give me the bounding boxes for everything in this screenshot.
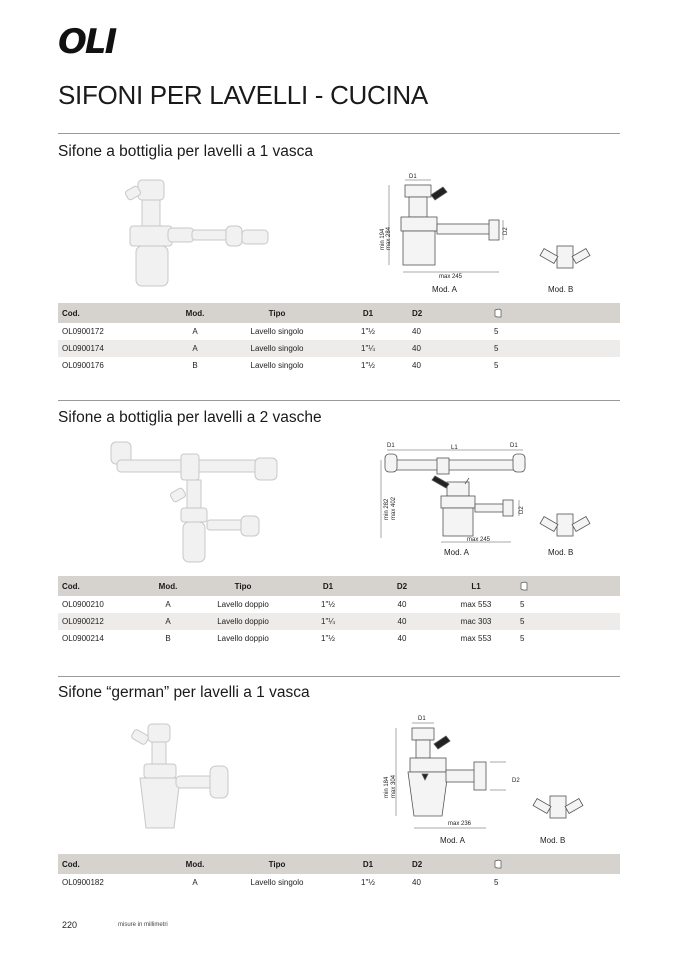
col-cod: Cod. bbox=[62, 581, 80, 591]
dim-d1: D1 bbox=[418, 716, 426, 722]
product-photo-1 bbox=[118, 170, 278, 295]
col-mod: Mod. bbox=[158, 581, 178, 591]
col-d2: D2 bbox=[396, 581, 408, 591]
table-row bbox=[58, 596, 620, 613]
spec-table-3 bbox=[58, 854, 620, 891]
dim-height-min: min 282 bbox=[384, 498, 390, 520]
model-label-b-1: Mod. B bbox=[548, 285, 574, 294]
section-divider bbox=[58, 133, 620, 134]
cell-d1: 1"½ bbox=[361, 361, 375, 370]
dim-width: max 245 bbox=[467, 537, 491, 543]
dim-width: max 236 bbox=[448, 821, 472, 827]
col-d2: D2 bbox=[412, 308, 423, 318]
section-title-2: Sifone a bottiglia per lavelli a 2 vasche bbox=[58, 409, 322, 426]
technical-drawing-3 bbox=[378, 712, 528, 830]
footer-note: misure in millimetri bbox=[118, 922, 168, 928]
col-d2: D2 bbox=[412, 859, 423, 869]
dim-height-max: max 402 bbox=[391, 496, 397, 520]
model-label-a-2: Mod. A bbox=[444, 548, 469, 557]
model-label-a-1: Mod. A bbox=[432, 285, 457, 294]
cell-d2: 40 bbox=[397, 634, 407, 643]
cell-pack: 5 bbox=[494, 327, 499, 336]
cell-pack: 5 bbox=[520, 600, 525, 609]
cell-tipo: Lavello doppio bbox=[217, 617, 269, 626]
cell-tipo: Lavello doppio bbox=[217, 600, 269, 609]
cell-tipo: Lavello singolo bbox=[250, 878, 304, 887]
cell-pack: 5 bbox=[494, 344, 499, 353]
col-pack bbox=[516, 576, 620, 596]
col-pack bbox=[490, 303, 620, 323]
technical-drawing-2 bbox=[375, 438, 535, 548]
section-divider bbox=[58, 676, 620, 677]
cell-pack: 5 bbox=[520, 634, 525, 643]
col-mod: Mod. bbox=[185, 859, 205, 869]
cell-d2: 40 bbox=[397, 617, 407, 626]
cell-mod: A bbox=[192, 327, 198, 336]
cell-d1: 1"½ bbox=[361, 878, 375, 887]
page-title: SIFONI PER LAVELLI - CUCINA bbox=[58, 80, 428, 110]
col-tipo: Tipo bbox=[268, 859, 286, 869]
technical-drawing-1 bbox=[375, 170, 515, 280]
cell-d2: 40 bbox=[412, 344, 421, 353]
cell-d2: 40 bbox=[412, 327, 421, 336]
cell-cod: OL0900172 bbox=[62, 327, 104, 336]
cell-pack: 5 bbox=[520, 617, 525, 626]
model-label-a-3: Mod. A bbox=[440, 836, 465, 845]
section-title-3: Sifone “german” per lavelli a 1 vasca bbox=[58, 684, 310, 701]
col-d1: D1 bbox=[362, 859, 374, 869]
cell-d1: 1"¼ bbox=[361, 344, 375, 353]
mod-b-drawing-1 bbox=[535, 242, 595, 274]
cell-d1: 1"½ bbox=[321, 634, 335, 643]
dim-d2: D2 bbox=[503, 227, 509, 235]
cell-l1: mac 303 bbox=[460, 617, 492, 626]
col-d1: D1 bbox=[362, 308, 374, 318]
dim-width: max 245 bbox=[439, 274, 463, 280]
cell-cod: OL0900176 bbox=[62, 361, 104, 370]
col-mod: Mod. bbox=[185, 308, 205, 318]
table-row bbox=[58, 323, 620, 340]
cell-d1: 1"½ bbox=[321, 600, 335, 609]
table-row bbox=[58, 357, 620, 374]
table-header bbox=[58, 576, 620, 596]
table-row bbox=[58, 874, 620, 891]
table-row bbox=[58, 630, 620, 647]
dim-height-min: min 184 bbox=[384, 776, 390, 798]
cell-cod: OL0900210 bbox=[62, 600, 104, 609]
cell-mod: A bbox=[165, 600, 171, 609]
col-l1: L1 bbox=[471, 581, 481, 591]
section-title-1: Sifone a bottiglia per lavelli a 1 vasca bbox=[58, 143, 314, 160]
cell-mod: A bbox=[192, 878, 198, 887]
mod-b-drawing-3 bbox=[528, 792, 588, 824]
cell-tipo: Lavello doppio bbox=[217, 634, 269, 643]
page-number: 220 bbox=[62, 920, 78, 930]
dim-d1: D1 bbox=[409, 174, 417, 180]
table-header bbox=[58, 303, 620, 323]
cell-pack: 5 bbox=[494, 878, 499, 887]
col-pack bbox=[490, 854, 620, 874]
mod-b-drawing-2 bbox=[535, 510, 595, 542]
table-row bbox=[58, 340, 620, 357]
cell-l1: max 553 bbox=[460, 600, 492, 609]
cell-mod: B bbox=[192, 361, 198, 370]
dim-height-min: min 194 bbox=[380, 228, 386, 250]
cell-tipo: Lavello singolo bbox=[250, 361, 304, 370]
spec-table-2 bbox=[58, 576, 620, 647]
dim-l1: L1 bbox=[451, 445, 458, 451]
col-cod: Cod. bbox=[62, 859, 80, 869]
cell-d2: 40 bbox=[412, 878, 421, 887]
col-d1: D1 bbox=[322, 581, 334, 591]
cell-cod: OL0900212 bbox=[62, 617, 104, 626]
col-tipo: Tipo bbox=[268, 308, 286, 318]
dim-d2: D2 bbox=[519, 506, 525, 514]
cell-tipo: Lavello singolo bbox=[250, 327, 304, 336]
cell-d1: 1"¼ bbox=[321, 617, 335, 626]
section-divider bbox=[58, 400, 620, 401]
dim-height-max: max 284 bbox=[386, 226, 392, 250]
spec-table-1 bbox=[58, 303, 620, 374]
col-tipo: Tipo bbox=[234, 581, 252, 591]
cell-cod: OL0900182 bbox=[62, 878, 104, 887]
col-cod: Cod. bbox=[62, 308, 80, 318]
package-icon bbox=[520, 581, 528, 591]
dim-height-max: max 304 bbox=[391, 774, 397, 798]
dim-d2: D2 bbox=[512, 778, 520, 784]
table-row bbox=[58, 613, 620, 630]
dim-d1-right: D1 bbox=[510, 443, 518, 449]
cell-mod: A bbox=[192, 344, 198, 353]
table-header bbox=[58, 854, 620, 874]
dim-d1-left: D1 bbox=[387, 443, 395, 449]
cell-mod: B bbox=[165, 634, 171, 643]
package-icon bbox=[494, 308, 502, 318]
cell-l1: max 553 bbox=[460, 634, 492, 643]
cell-d2: 40 bbox=[397, 600, 407, 609]
cell-tipo: Lavello singolo bbox=[250, 344, 304, 353]
cell-d2: 40 bbox=[412, 361, 421, 370]
brand-logo: OLI bbox=[58, 22, 116, 62]
model-label-b-3: Mod. B bbox=[540, 836, 566, 845]
cell-cod: OL0900214 bbox=[62, 634, 104, 643]
cell-mod: A bbox=[165, 617, 171, 626]
cell-pack: 5 bbox=[494, 361, 499, 370]
model-label-b-2: Mod. B bbox=[548, 548, 574, 557]
product-photo-2 bbox=[105, 438, 285, 568]
cell-d1: 1"½ bbox=[361, 327, 375, 336]
package-icon bbox=[494, 859, 502, 869]
cell-cod: OL0900174 bbox=[62, 344, 104, 353]
product-photo-3 bbox=[118, 718, 278, 836]
